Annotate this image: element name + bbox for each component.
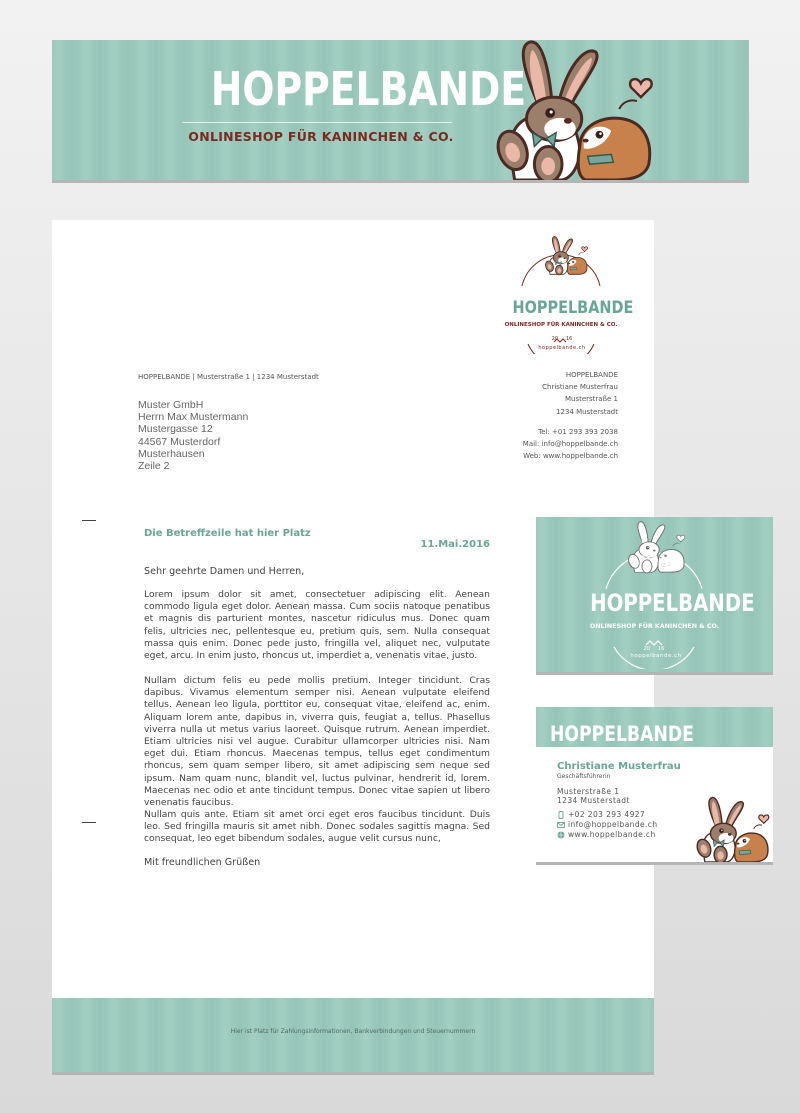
card-role: Geschäftsführerin [557,773,611,780]
business-card-back [536,517,773,672]
card-email [557,820,657,829]
card-street: Musterstraße 1 [557,787,620,796]
card-header [536,707,773,747]
contact-mail: Mail: info@hoppelbande.ch [522,440,618,449]
salutation: Sehr geehrte Damen und Herren, [144,566,305,577]
recipient-line: Zeile 2 [138,460,170,473]
banner-title: HOPPELBANDE [210,62,527,116]
card-phone [557,810,645,819]
body-paragraph: Lorem ipsum dolor sit amet, consectetuer adipiscing elit. Aenean commodo ligula eget dolor. Aenean massa. Cum sociis natoque penatibus et magnis dis parturient montes, nascetur ridiculus mus. Donec quam felis, ultricies nec, pellentesque eu, pretium quis, sem. Nulla consequat massa quis enim. Donec pede justo, fringilla vel, aliquet nec, vulputate eget, arcu. In enim justo, rhoncus ut, imperdiet a, venenatis vitae, justo. [144,589,490,662]
fold-mark [82,520,96,521]
mail-icon [557,821,565,829]
sender-line: HOPPELBANDE | Musterstraße 1 | 1234 Musterstadt [138,373,319,381]
phone-icon [557,811,565,819]
logo-year-right: 16 [565,336,573,342]
logo-wordmark: HOPPELBANDE [512,298,634,318]
card-city: 1234 Musterstadt [557,796,630,805]
contact-street: Musterstraße 1 [564,395,618,404]
banner-divider [182,122,452,123]
card-phone-value: +02 203 293 4927 [568,810,646,819]
recipient-line: Muster GmbH [138,399,204,411]
card-logo-wordmark: HOPPELBANDE [590,589,755,617]
card-wordmark: HOPPELBANDE [550,722,694,746]
contact-person: Christiane Musterfrau [542,383,618,392]
recipient-line: Mustergasse 12 [138,423,213,436]
logo-tagline: ONLINESHOP FÜR KANINCHEN & CO. [504,322,618,328]
sender-contact-block [452,369,618,462]
card-name: Christiane Musterfrau [557,761,681,772]
recipient-address [138,399,248,472]
business-card-front [536,707,773,862]
card-web-value: www.hoppelbande.ch [568,830,656,839]
globe-icon [557,831,565,839]
contact-tel: Tel: +01 293 393 2038 [538,427,618,436]
recipient-line: Musterhausen [138,447,205,460]
logo-year-left: 20 [551,336,559,342]
contact-city: 1234 Musterstadt [556,407,618,416]
logo-url: hoppelbande.ch [538,345,586,351]
contact-web: Web: www.hoppelbande.ch [523,452,618,461]
card-mascot-illustration [681,747,773,862]
letter-footer [52,998,654,1072]
subject-line: Die Betreffzeile hat hier Platz [144,528,311,539]
body-paragraph: Nullam quis ante. Etiam sit amet orci eget eros faucibus tincidunt. Duis leo. Sed fringilla mauris sit amet nibh. Donec sodales sagittis magna. Sed consequat, leo eget bibendum sodales, augue velit cursus nunc, [144,809,490,845]
recipient-line: Herrn Max Mustermann [138,411,249,424]
banner [52,40,749,180]
card-logo-year [634,646,674,652]
logo-year [542,336,582,342]
card-logo-url: hoppelbande.ch [630,653,682,659]
fold-mark [82,822,96,823]
footer-text: Hier ist Platz für Zahlungsinformationen, Bankverbindungen und Steuernummern [230,1028,476,1035]
body-paragraph: Nullam dictum felis eu pede mollis pretium. Integer tincidunt. Cras dapibus. Vivamus elementum semper nisi. Aenean vulputate eleifend tellus. Aenean leo ligula, porttitor eu, consequat vitae, eleifend ac, enim. Aliquam lorem ante, dapibus in, viverra quis, feugiat a, tellus. Phasellus viverra nulla ut metus varius laoreet. Quisque rutrum. Aenean imperdiet. Etiam ultricies nisi vel augue. Curabitur ullamcorper ultricies nisi. Nam eget dui. Etiam rhoncus. Maecenas tempus, tellus eget condimentum rhoncus, sem quam semper libero, sit amet adipiscing sem neque sed ipsum. Nam quam nunc, blandit vel, luctus pulvinar, hendrerit id, lorem. Maecenas nec odio et ante tincidunt tempus. Donec vitae sapien ut libero venenatis faucibus. [144,675,490,809]
closing: Mit freundlichen Grüßen [144,857,261,868]
card-logo-tagline: ONLINESHOP FÜR KANINCHEN & CO. [589,623,720,630]
card-web [557,830,656,839]
card-year-right: 16 [657,646,665,652]
card-email-value: info@hoppelbande.ch [568,820,658,829]
mascot-illustration [452,40,672,180]
banner-tagline: ONLINESHOP FÜR KANINCHEN & CO. [188,129,454,144]
letter-date: 11.Mai.2016 [420,539,490,550]
recipient-line: 44567 Musterdorf [138,435,221,448]
card-year-left: 20 [643,646,651,652]
contact-company: HOPPELBANDE [565,371,618,379]
